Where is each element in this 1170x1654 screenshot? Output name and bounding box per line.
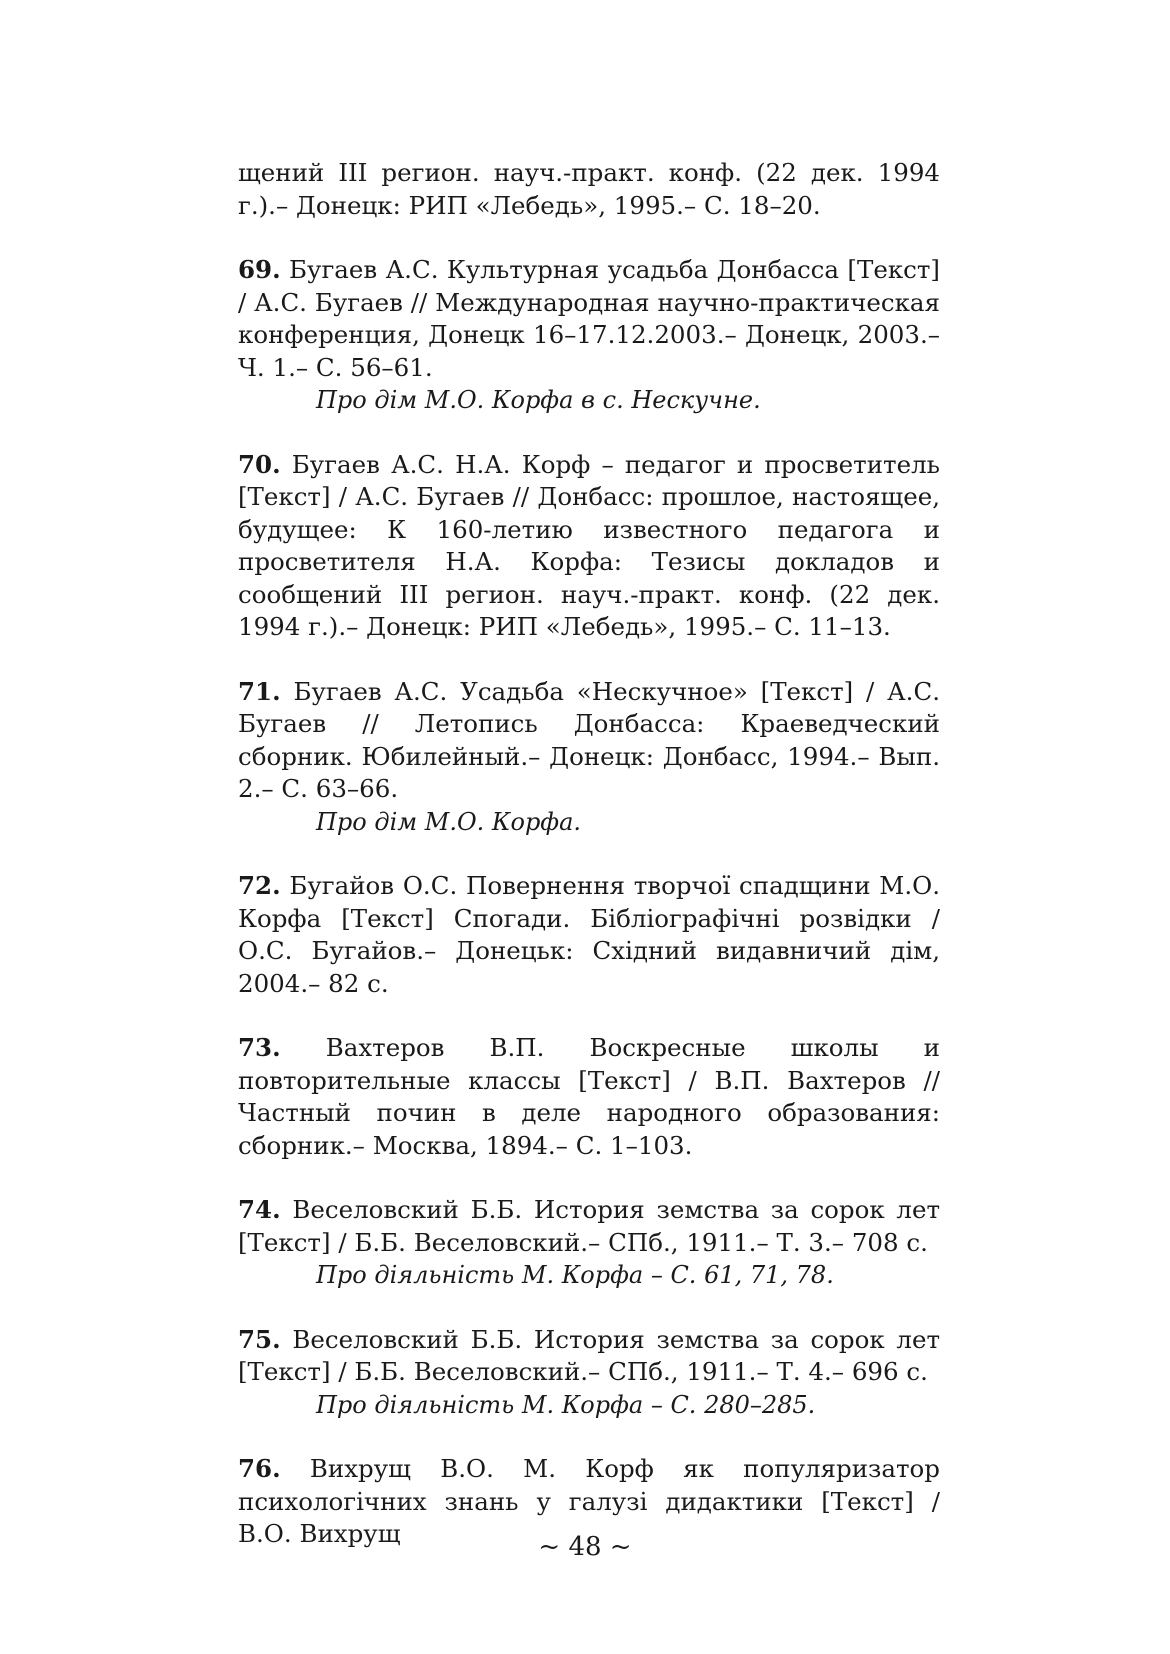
entry-number: 72.	[238, 871, 281, 900]
entry-note: Про дім М.О. Корфа.	[316, 807, 582, 836]
entry-70	[238, 449, 940, 644]
page-body	[238, 157, 940, 1551]
entry-body: Бугаев А.С. Н.А. Корф – педагог и просветитель [Текст] / А.С. Бугаев // Донбасс: прошлое, настоящее, будущее: К 160-летию известного педагога и просветителя Н.А. Корфа: Тезисы докладов и сообщений III регион. науч.-практ. конф. (22 дек. 1994 г.).– Донецк: РИП «Лебедь», 1995.– С. 11–13.	[238, 449, 941, 641]
entry-text	[238, 1032, 940, 1162]
page-number: ~ 48 ~	[538, 1532, 632, 1562]
entry-71	[238, 676, 940, 839]
entry-body: Вахтеров В.П. Воскресные школы и повторительные классы [Текст] / В.П. Вахтеров // Частный почин в деле народного образования: сборник.– Москва, 1894.– С. 1–103.	[238, 1033, 940, 1160]
entry-75	[238, 1324, 940, 1422]
entry-body: Вихрущ В.О. М. Корф як популяризатор психологічних знань у галузі дидактики [Текст] / В.О. Вихрущ	[238, 1454, 940, 1548]
entry-body: Бугайов О.С. Повернення творчої спадщини М.О. Корфа [Текст] Спогади. Бібліографічні розвідки / О.С. Бугайов.– Донецьк: Східний видавничий дім, 2004.– 82 с.	[238, 871, 940, 998]
entry-73	[238, 1032, 940, 1162]
entry-text	[238, 254, 940, 384]
entry-text	[238, 676, 940, 806]
entry-69	[238, 254, 940, 417]
entry-number: 74.	[238, 1195, 281, 1224]
entry-number: 76.	[238, 1454, 281, 1483]
entry-continuation: щений III регион. науч.-практ. конф. (22 дек. 1994 г.).– Донецк: РИП «Лебедь», 1995.– С. 18–20.	[238, 158, 940, 220]
entry-note: Про діяльність М. Корфа – С. 61, 71, 78.	[316, 1261, 834, 1289]
entry-number: 69.	[238, 255, 281, 284]
entry-body: Веселовский Б.Б. История земства за сорок лет [Текст] / Б.Б. Веселовский.– СПб., 1911.– Т. 3.– 708 с.	[238, 1195, 940, 1257]
entry-number: 70.	[238, 449, 281, 479]
entry-body: Бугаев А.С. Усадьба «Нескучное» [Текст] / А.С. Бугаев // Летопись Донбасса: Краеведческий сборник. Юбилейный.– Донецк: Донбасс, 1994.– Вып. 2.– С. 63–66.	[238, 676, 940, 803]
entry-74	[238, 1194, 940, 1292]
entry-note: Про дім М.О. Корфа в с. Нескучне.	[316, 386, 761, 414]
entry-72	[238, 870, 940, 1000]
entry-note: Про діяльність М. Корфа – С. 280–285.	[316, 1390, 816, 1419]
entry-number: 71.	[238, 676, 281, 706]
entry-text	[238, 870, 940, 1000]
entry-body: Бугаев А.С. Культурная усадьба Донбасса [Текст] / А.С. Бугаев // Международная научно-практическая конференция, Донецк 16–17.12.2003.– Донецк, 2003.– Ч. 1.– С. 56–61.	[238, 255, 940, 382]
entry-text	[238, 449, 940, 644]
entry-text	[238, 1194, 940, 1259]
entry-text	[238, 1324, 940, 1389]
entry-number: 73.	[238, 1033, 281, 1062]
entry-number: 75.	[238, 1324, 281, 1354]
entry-body: Веселовский Б.Б. История земства за сорок лет [Текст] / Б.Б. Веселовский.– СПб., 1911.– Т. 4.– 696 с.	[238, 1324, 940, 1386]
